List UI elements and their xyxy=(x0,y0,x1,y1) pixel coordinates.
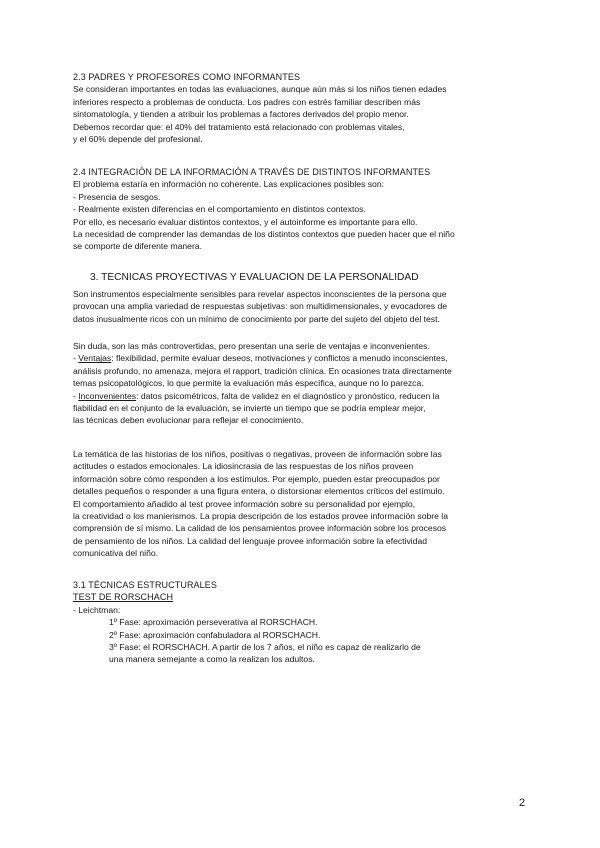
phase-line: una manera semejante a como la realizan los adultos. xyxy=(109,654,315,665)
section-3-paragraph-2 xyxy=(73,340,533,427)
paragraph-line: se comporte de diferente manera. xyxy=(73,241,202,252)
paragraph-line: comunicativa del niño. xyxy=(73,548,159,559)
paragraph-line: comprensión de sí mismo. La calidad de los pensamientos provee información sobre los procesos xyxy=(73,523,447,534)
section-3-heading-block xyxy=(90,272,550,284)
paragraph-line: Por ello, es necesario evaluar distintos contextos, y el autoinforme es importante para ello. xyxy=(73,216,418,227)
paragraph-line: datos inusualmente ricos con un mínimo de conocimiento por parte del sujeto del objeto del test. xyxy=(73,313,440,324)
section-heading: 3.1 TÉCNICAS ESTRUCTURALES xyxy=(73,580,217,590)
inconvenientes-label: Inconvenientes xyxy=(78,390,137,401)
paragraph-line: Se consideran importantes en todas las evaluaciones, aunque aún más si los niños tienen edades xyxy=(73,84,447,95)
paragraph-line: detalles pequeños o responder a una figura entera, o distorsionar elementos críticos del estímulo. xyxy=(73,486,445,497)
section-2-4 xyxy=(73,166,533,253)
paragraph-line: las técnicas deben evolucionar para reflejar el conocimiento. xyxy=(73,415,304,426)
paragraph-line: El comportamiento añadido al test provee información sobre su personalidad por ejemplo, xyxy=(73,498,416,509)
paragraph-line: Debemos recordar que: el 40% del tratamiento está relacionado con problemas vitales, xyxy=(73,121,405,132)
paragraph-line: La temática de las historias de los niños, positivas o negativas, proveen de información sobre las xyxy=(73,449,442,459)
ventajas-label: Ventajas xyxy=(78,353,112,364)
paragraph-line: sintomatología, y tienden a atribuir los problemas a factores derivados del propio menor. xyxy=(73,109,409,120)
paragraph-line: de pensamiento de los niños. La calidad del lenguaje provee información sobre la efectividad xyxy=(73,535,428,546)
phase-line: 2º Fase: aproximación confabuladora al RORSCHACH. xyxy=(109,629,321,640)
section-3-1 xyxy=(73,579,533,666)
paragraph-line: actitudes o estados emocionales. La idiosincrasia de las respuestas de los niños proveen xyxy=(73,461,414,472)
paragraph-line: la creatividad o los manierismos. La propia descripción de los estados provee información sobre la xyxy=(73,511,448,522)
section-heading: 3. TÉCNICAS PROYECTIVAS Y EVALUACIÓN DE LA PERSONALIDAD xyxy=(90,272,419,283)
paragraph-line: análisis profundo, no amenaza, mejora el rapport, tradición clínica. En ocasiones trata directamente xyxy=(73,365,452,376)
paragraph-line: - Realmente existen diferencias en el comportamiento en distintos contextos. xyxy=(73,204,366,215)
section-3-paragraph-1 xyxy=(73,288,533,325)
paragraph-line: temas psicopatológicos, lo que permite la evaluación más específica, aunque no lo parezca. xyxy=(73,378,424,389)
paragraph-line: - Presencia de sesgos. xyxy=(73,191,161,202)
section-3-paragraph-3 xyxy=(73,448,533,560)
phase-line: 3º Fase: el RORSCHACH. A partir de los 7 años, el niño es capaz de realizarlo de xyxy=(109,642,421,653)
ventajas-line: - Ventajas: flexibilidad, permite evaluar deseos, motivaciones y conflictos a menudo inconscientes, xyxy=(73,353,448,364)
section-heading: 2.4 INTEGRACIÓN DE LA INFORMACIÓN A TRAVÉS DE DISTINTOS INFORMANTES xyxy=(73,167,431,177)
test-title: TEST DE RORSCHACH xyxy=(73,592,174,603)
author-line: - Leichtman: xyxy=(73,604,121,615)
paragraph-line: Son instrumentos especialmente sensibles para revelar aspectos inconscientes de la persona que xyxy=(73,289,447,299)
phase-line: 1º Fase: aproximación perseverativa al RORSCHACH. xyxy=(109,617,318,628)
inconvenientes-text: : datos psicométricos, falta de validez en el diagnóstico y pronóstico, reducen la xyxy=(136,390,440,401)
paragraph-line: Sin duda, son las más controvertidas, pero presentan una serie de ventajas e inconvenientes. xyxy=(73,341,430,351)
page-number: 2 xyxy=(519,797,526,809)
paragraph-line: y el 60% depende del profesional. xyxy=(73,134,203,145)
section-heading: 2.3 PADRES Y PROFESORES COMO INFORMANTES xyxy=(73,72,301,82)
paragraph-line: provocan una amplia variedad de respuestas subjetivas: son multidimensionales, y evocadores de xyxy=(73,301,448,312)
paragraph-line: El problema estaría en información no coherente. Las explicaciones posibles son: xyxy=(73,179,384,190)
paragraph-line: información sobre cómo responden a los estímulos. Por ejemplo, pueden estar preocupados por xyxy=(73,473,440,484)
inconvenientes-line: - Inconvenientes: datos psicométricos, falta de validez en el diagnóstico y pronóstico, reducen la xyxy=(73,390,440,401)
paragraph-line: inferiores respecto a problemas de conducta. Los padres con estrés familiar describen más xyxy=(73,96,421,107)
section-2-3 xyxy=(73,71,533,145)
paragraph-line: La necesidad de comprender las demandas de los distintos contextos que pueden hacer que el niño xyxy=(73,229,455,240)
ventajas-text: : flexibilidad, permite evaluar deseos, motivaciones y conflictos a menudo inconscientes, xyxy=(111,353,448,364)
paragraph-line: fiabilidad en el conjunto de la evaluación, se invierte un tiempo que se podría emplear mejor, xyxy=(73,403,426,414)
